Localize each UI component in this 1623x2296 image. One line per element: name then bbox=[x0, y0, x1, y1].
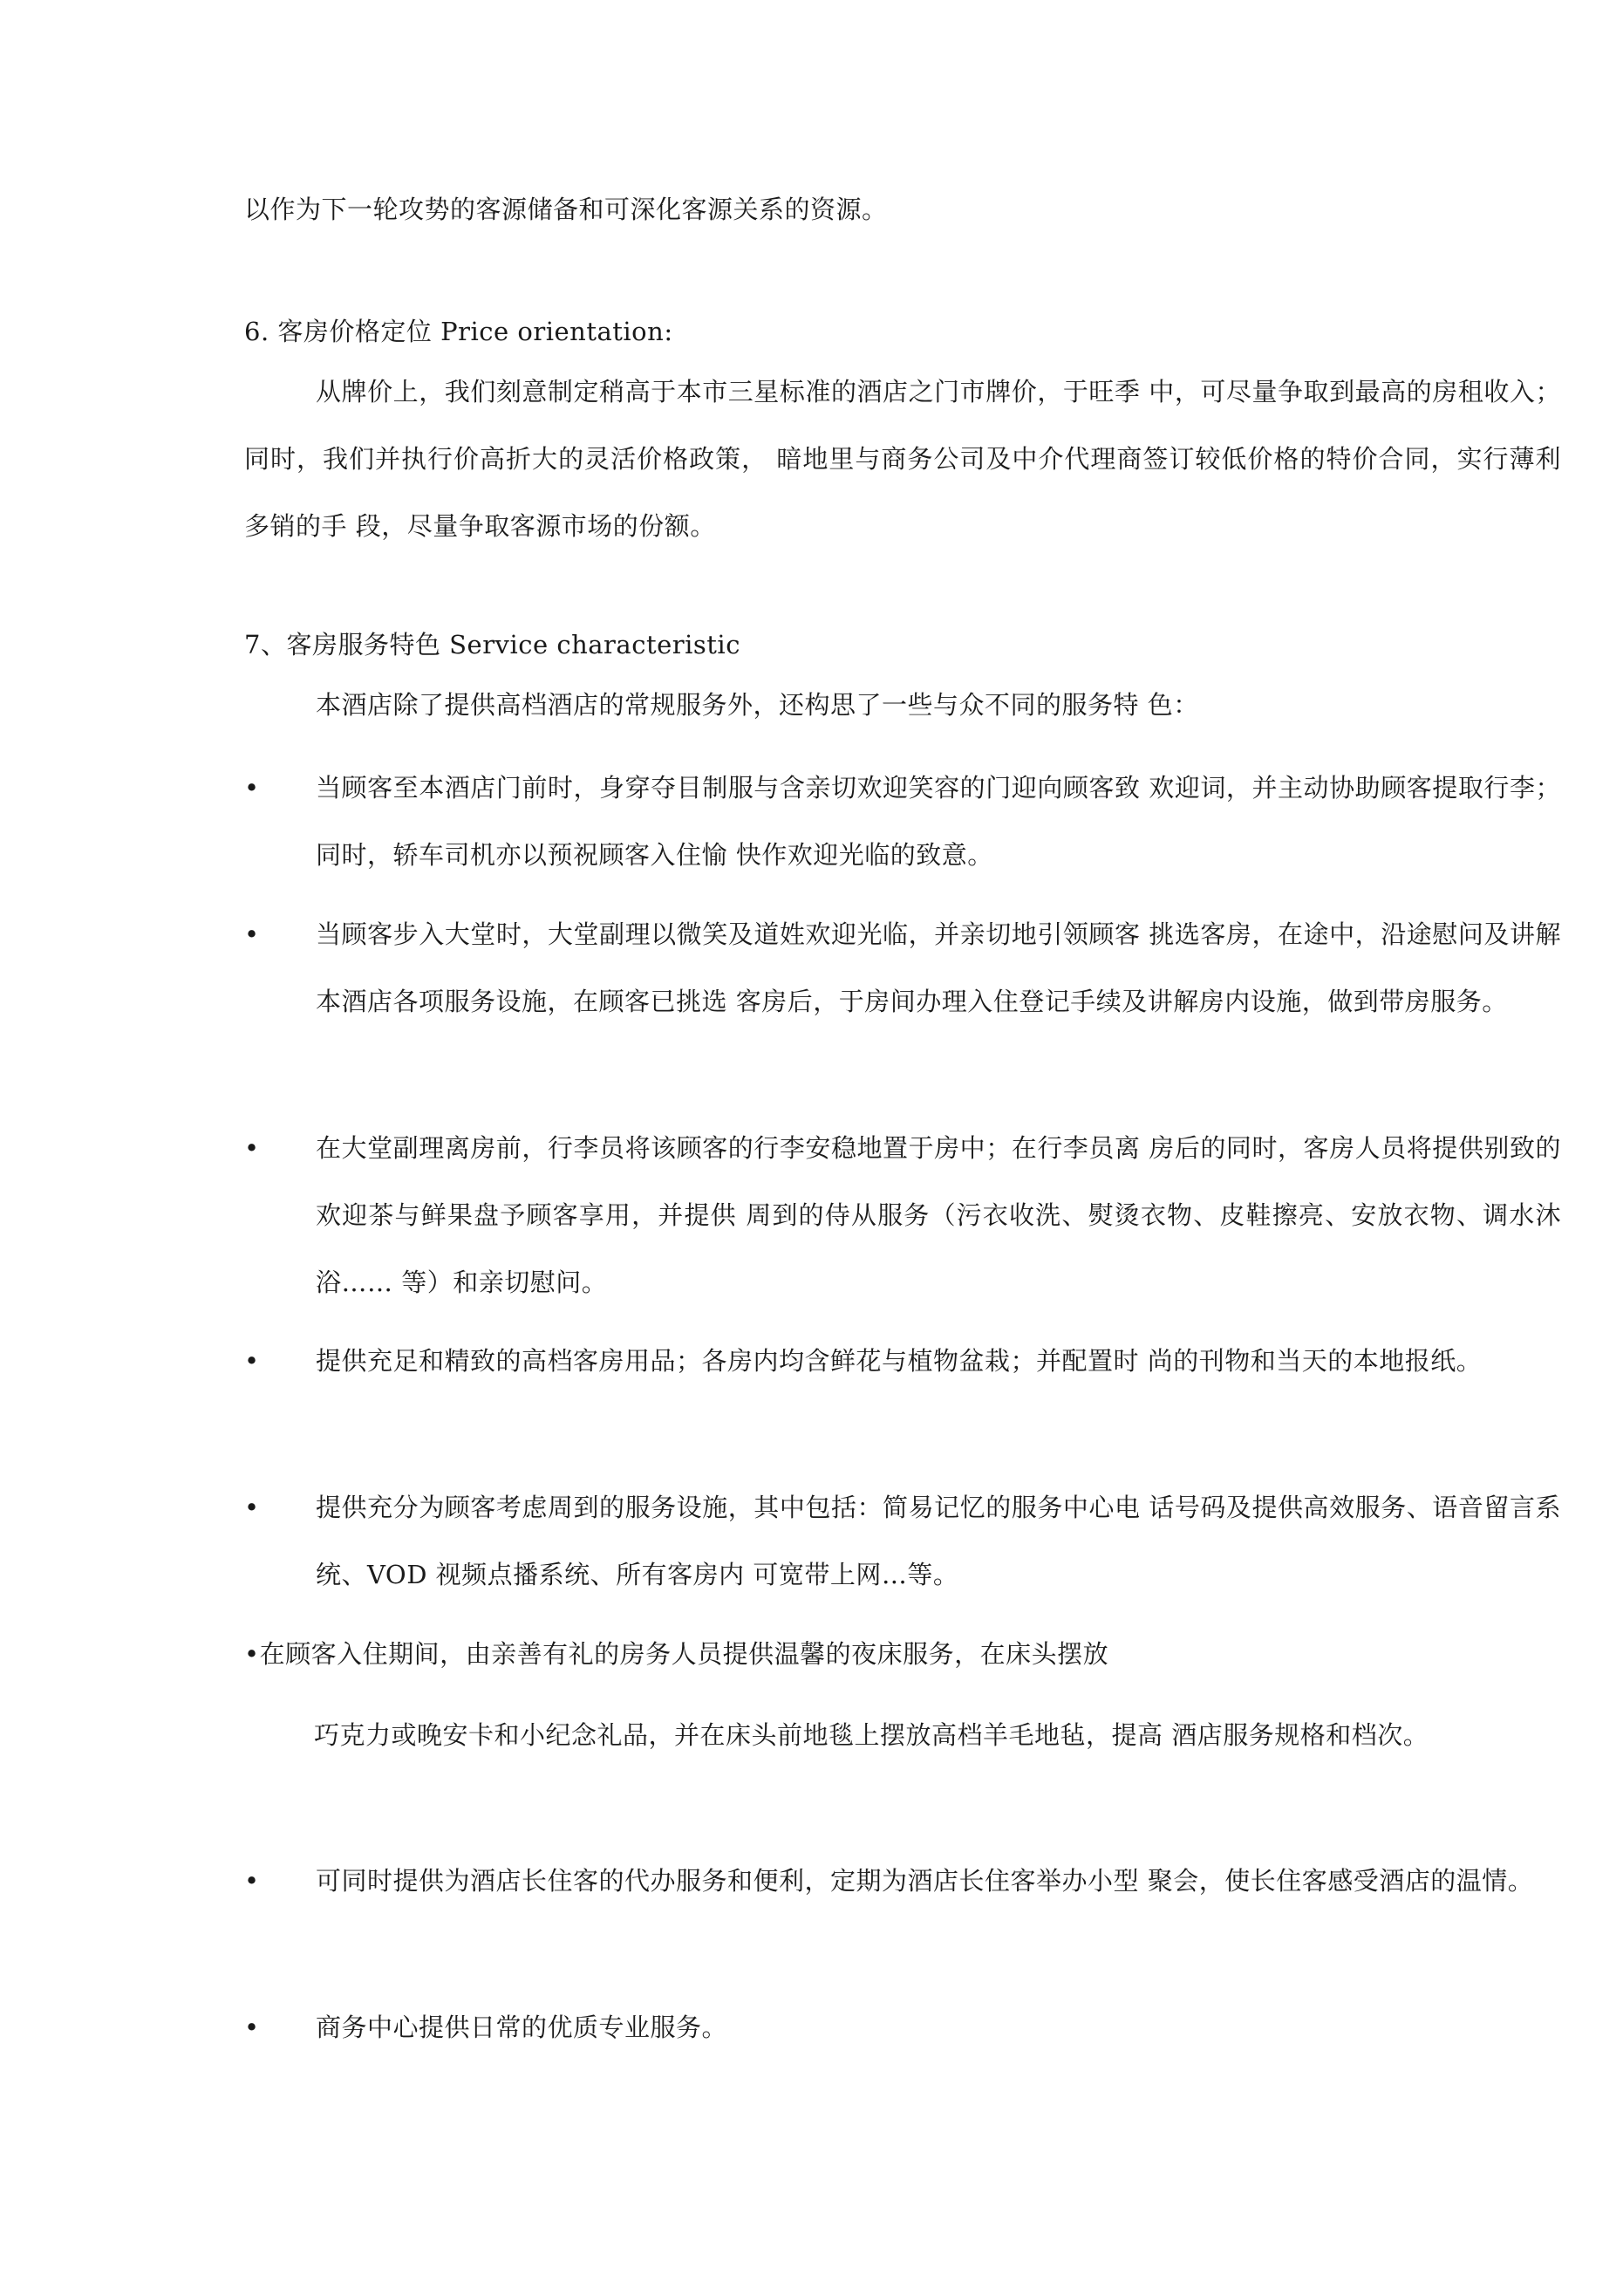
bullet-text: 商务中心提供日常的优质专业服务。 bbox=[316, 2012, 728, 2042]
section-6-heading: 6. 客房价格定位 Price orientation: bbox=[244, 317, 673, 346]
bullet-symbol: • bbox=[244, 1493, 260, 1522]
section-7-intro: 本酒店除了提供高档酒店的常规服务外，还构思了一些与众不同的服务特 色： bbox=[316, 690, 1199, 720]
section-7-heading: 7、客房服务特色 Service characteristic bbox=[244, 630, 740, 659]
bullet-text: 提供充足和精致的高档客房用品；各房内均含鲜花与植物盆栽；并配置时 尚的刊物和当天的本地报纸。 bbox=[316, 1346, 1483, 1376]
bullet-symbol: • bbox=[244, 773, 260, 803]
inline-bullet-line: •在顾客入住期间，由亲善有礼的房务人员提供温馨的夜床服务，在床头摆放 bbox=[244, 1639, 1109, 1669]
bullet-symbol: • bbox=[244, 1346, 260, 1376]
top-continuation-line: 以作为下一轮攻势的客源储备和可深化客源关系的资源。 bbox=[244, 195, 888, 224]
bullet-symbol: • bbox=[244, 1866, 260, 1896]
bullet-text: 可同时提供为酒店长住客的代办服务和便利，定期为酒店长住客举办小型 聚会，使长住客感受酒店的温情。 bbox=[316, 1866, 1534, 1896]
bullet-text: 在大堂副理离房前，行李员将该顾客的行李安稳地置于房中；在行李员离 房后的同时，客房人员将提供别致的欢迎茶与鲜果盘予顾客享用，并提供 周到的侍从服务（污衣收洗、熨烫衣物、皮鞋擦亮、安放衣物、调水沐浴…… 等）和亲切慰问。 bbox=[316, 1133, 1561, 1297]
bullet-text: 当顾客至本酒店门前时，身穿夺目制服与含亲切欢迎笑容的门迎向顾客致 欢迎词，并主动协助顾客提取行李；同时，轿车司机亦以预祝顾客入住愉 快作欢迎光临的致意。 bbox=[316, 773, 1561, 870]
bullet-text: 提供充分为顾客考虑周到的服务设施，其中包括：简易记忆的服务中心电 话号码及提供高效服务、语音留言系统、VOD 视频点播系统、所有客房内 可宽带上网…等。 bbox=[316, 1493, 1561, 1589]
bullet-symbol: • bbox=[244, 2012, 260, 2042]
bullet-text: 当顾客步入大堂时，大堂副理以微笑及道姓欢迎光临，并亲切地引领顾客 挑选客房，在途中，沿途慰问及讲解本酒店各项服务设施，在顾客已挑选 客房后，于房间办理入住登记手续及讲解房内设施，做到带房服务。 bbox=[316, 919, 1561, 1016]
section-6-paragraph: 从牌价上，我们刻意制定稍高于本市三星标准的酒店之门市牌价，于旺季 中，可尽量争取到最高的房租收入；同时，我们并执行价高折大的灵活价格政策， 暗地里与商务公司及中介代理商签订较低价格的特价合同，实行薄利多销的手 段，尽量争取客源市场的份额。 bbox=[244, 377, 1561, 541]
inline-bullet-continuation: 巧克力或晚安卡和小纪念礼品，并在床头前地毯上摆放高档羊毛地毡，提高 酒店服务规格和档次。 bbox=[314, 1720, 1429, 1750]
bullet-symbol: • bbox=[244, 1133, 260, 1163]
bullet-symbol: • bbox=[244, 919, 260, 949]
